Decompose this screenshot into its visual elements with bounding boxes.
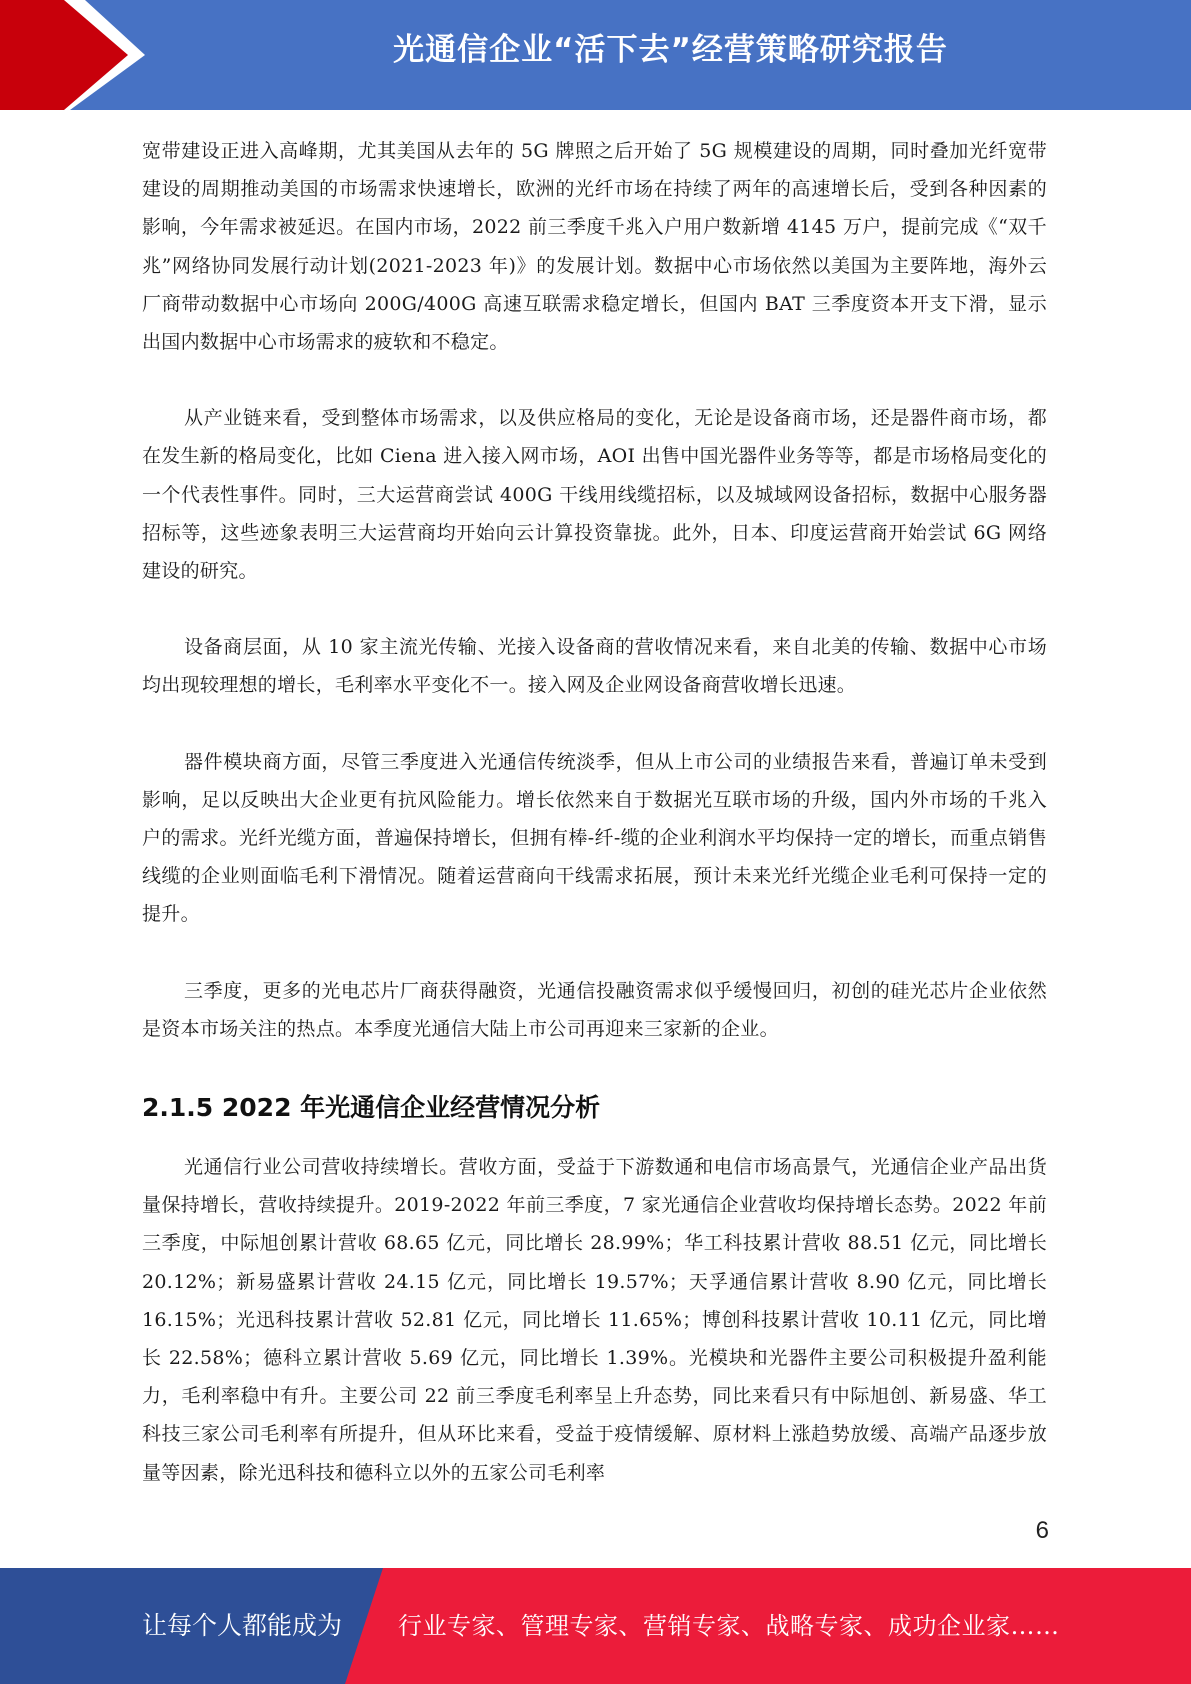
- page-header: [0, 0, 1191, 110]
- body-paragraph: 宽带建设正进入高峰期，尤其美国从去年的 5G 牌照之后开始了 5G 规模建设的周期，同时叠加光纤宽带建设的周期推动美国的市场需求快速增长，欧洲的光纤市场在持续了两年的高速增长后，受到各种因素的影响，今年需求被延迟。在国内市场，2022 前三季度千兆入户用户数新增 4145 万户，提前完成《“双千兆”网络协同发展行动计划(2021-2023 年)》的发展计划。数据中心市场依然以美国为主要阵地，海外云厂商带动数据中心市场向 200G/400G 高速互联需求稳定增长，但国内 BAT 三季度资本开支下滑，显示出国内数据中心市场需求的疲软和不稳定。: [142, 140, 1047, 354]
- page-footer: [0, 1568, 1191, 1684]
- page-number: 6: [1035, 1517, 1049, 1544]
- footer-slogan-right: 行业专家、管理专家、营销专家、战略专家、成功企业家……: [398, 1612, 1060, 1640]
- report-title: 光通信企业“活下去”经营策略研究报告: [393, 32, 948, 68]
- main-content: [142, 132, 1047, 1492]
- body-paragraph: 器件模块商方面，尽管三季度进入光通信传统淡季，但从上市公司的业绩报告来看，普遍订单未受到影响，足以反映出大企业更有抗风险能力。增长依然来自于数据光互联市场的升级，国内外市场的千兆入户的需求。光纤光缆方面，普遍保持增长，但拥有棒-纤-缆的企业利润水平均保持一定的增长，而重点销售线缆的企业则面临毛利下滑情况。随着运营商向干线需求拓展，预计未来光纤光缆企业毛利可保持一定的提升。: [142, 750, 1047, 926]
- section-heading: 2.1.5 2022 年光通信企业经营情况分析: [142, 1093, 601, 1123]
- header-red-chevron: [0, 0, 150, 110]
- body-paragraph: 光通信行业公司营收持续增长。营收方面，受益于下游数通和电信市场高景气，光通信企业产品出货量保持增长，营收持续提升。2019-2022 年前三季度，7 家光通信企业营收均保持增长态势。2022 年前三季度，中际旭创累计营收 68.65 亿元，同比增长 28.99%；华工科技累计营收 88.51 亿元，同比增长 20.12%；新易盛累计营收 24.15 亿元，同比增长 19.57%；天孚通信累计营收 8.90 亿元，同比增长 16.15%；光迅科技累计营收 52.81 亿元，同比增长 11.65%；博创科技累计营收 10.11 亿元，同比增长 22.58%；德科立累计营收 5.69 亿元，同比增长 1.39%。光模块和光器件主要公司积极提升盈利能力，毛利率稳中有升。主要公司 22 前三季度毛利率呈上升态势，同比来看只有中际旭创、新易盛、华工科技三家公司毛利率有所提升，但从环比来看，受益于疫情缓解、原材料上涨趋势放缓、高端产品逐步放量等因素，除光迅科技和德科立以外的五家公司毛利率: [142, 1156, 1047, 1484]
- footer-slogan-left: 让每个人都能成为: [142, 1611, 343, 1640]
- body-paragraph: 设备商层面，从 10 家主流光传输、光接入设备商的营收情况来看，来自北美的传输、数据中心市场均出现较理想的增长，毛利率水平变化不一。接入网及企业网设备商营收增长迅速。: [142, 636, 1047, 697]
- body-paragraph: 三季度，更多的光电芯片厂商获得融资，光通信投融资需求似乎缓慢回归，初创的硅光芯片企业依然是资本市场关注的热点。本季度光通信大陆上市公司再迎来三家新的企业。: [142, 979, 1047, 1040]
- body-paragraph: 从产业链来看，受到整体市场需求，以及供应格局的变化，无论是设备商市场，还是器件商市场，都在发生新的格局变化，比如 Ciena 进入接入网市场，AOI 出售中国光器件业务等等，都是市场格局变化的一个代表性事件。同时，三大运营商尝试 400G 干线用线缆招标，以及城域网设备招标，数据中心服务器招标等，这些迹象表明三大运营商均开始向云计算投资靠拢。此外，日本、印度运营商开始尝试 6G 网络建设的研究。: [142, 407, 1047, 583]
